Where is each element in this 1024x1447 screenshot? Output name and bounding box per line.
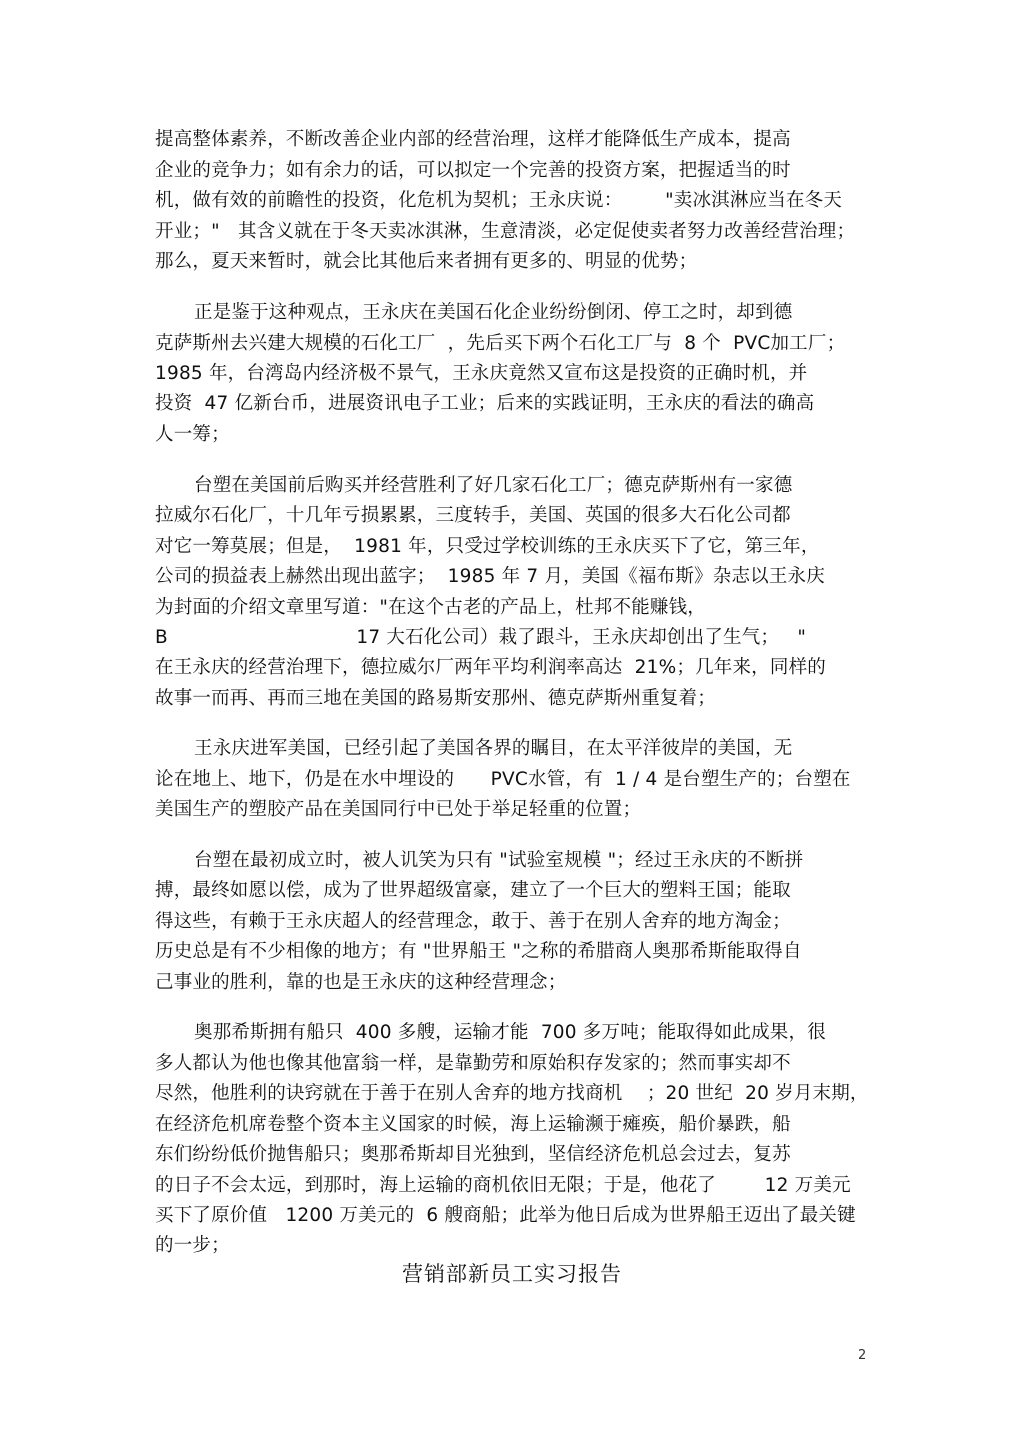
paragraph-line: 得这些，有赖于王永庆超人的经营理念，敢于、善于在别人舍弃的地方淘金；: [155, 911, 791, 932]
paragraph-line: 王永庆进军美国，已经引起了美国各界的瞩目，在太平洋彼岸的美国，无: [194, 738, 793, 759]
paragraph-line: 投资 47 亿新台币，进展资讯电子工业；后来的实践证明，王永庆的看法的确高: [155, 393, 815, 414]
paragraph-line: 对它一筹莫展；但是， 1981 年，只受过学校训练的王永庆买下了它，第三年，: [155, 536, 820, 557]
paragraph-line: 奥那希斯拥有船只 400 多艘，运输才能 700 多万吨；能取得如此成果，很: [194, 1022, 826, 1043]
paragraph-line: 历史总是有不少相像的地方；有 "世界船王 "之称的希腊商人奥那希斯能取得自: [155, 941, 802, 962]
paragraph-line: 己事业的胜利，靠的也是王永庆的这种经营理念；: [155, 972, 567, 993]
paragraph-line: 机，做有效的前瞻性的投资，化危机为契机；王永庆说： "卖冰淇淋应当在冬天: [155, 190, 843, 211]
paragraph-line: B 17 大石化公司）栽了跟斗，王永庆却创出了生气； ": [155, 627, 807, 648]
paragraph-line: 克萨斯州去兴建大规模的石化工厂 ，先后买下两个石化工厂与 8 个 PVC加工厂；: [155, 333, 846, 354]
paragraph-line: 拉威尔石化厂，十几年亏损累累，三度转手，美国、英国的很多大石化公司都: [155, 505, 791, 526]
paragraph-line: 台塑在美国前后购买并经营胜利了好几家石化工厂；德克萨斯州有一家德: [194, 475, 793, 496]
page-number: 2: [858, 1348, 867, 1363]
paragraph-line: 开业；" 其含义就在于冬天卖冰淇淋，生意清淡，必定促使卖者努力改善经营治理；: [155, 221, 856, 242]
paragraph-line: 尽然，他胜利的诀窍就在于善于在别人舍弃的地方找商机 ；20 世纪 20 岁月末期，: [155, 1083, 869, 1104]
paragraph-line: 1985 年，台湾岛内经济极不景气，王永庆竟然又宣布这是投资的正确时机，并: [155, 363, 808, 384]
paragraph-line: 故事一而再、再而三地在美国的路易斯安那州、德克萨斯州重复着；: [155, 688, 717, 709]
document-footer-title: 营销部新员工实习报告: [402, 1262, 622, 1286]
paragraph-line: 的日子不会太远，到那时，海上运输的商机依旧无限；于是，他花了 12 万美元: [155, 1175, 851, 1196]
paragraph-line: 美国生产的塑胶产品在美国同行中已处于举足轻重的位置；: [155, 799, 642, 820]
paragraph-line: 提高整体素养，不断改善企业内部的经营治理，这样才能降低生产成本，提高: [155, 129, 791, 150]
paragraph-line: 企业的竞争力；如有余力的话，可以拟定一个完善的投资方案，把握适当的时: [155, 160, 791, 181]
paragraph-line: 那么，夏天来暂时，就会比其他后来者拥有更多的、明显的优势；: [155, 251, 698, 272]
paragraph-line: 在王永庆的经营治理下，德拉威尔厂两年平均利润率高达 21%；几年来，同样的: [155, 657, 826, 678]
paragraph-line: 为封面的介绍文章里写道："在这个古老的产品上，杜邦不能赚钱，: [155, 597, 707, 618]
paragraph-line: 买下了原价值 1200 万美元的 6 艘商船；此举为他日后成为世界船王迈出了最关键: [155, 1205, 856, 1226]
paragraph-line: 的一步；: [155, 1235, 230, 1256]
paragraph-line: 公司的损益表上赫然出现出蓝字； 1985 年 7 月，美国《福布斯》杂志以王永庆: [155, 566, 825, 587]
paragraph-line: 人一筹；: [155, 424, 230, 445]
paragraph-line: 正是鉴于这种观点，王永庆在美国石化企业纷纷倒闭、停工之时，却到德: [194, 302, 793, 323]
paragraph-line: 论在地上、地下，仍是在水中埋设的 PVC水管，有 1 / 4 是台塑生产的；台塑在: [155, 769, 851, 790]
paragraph-line: 多人都认为他也像其他富翁一样，是靠勤劳和原始积存发家的；然而事实却不: [155, 1053, 791, 1074]
paragraph-line: 台塑在最初成立时，被人讥笑为只有 "试验室规模 "；经过王永庆的不断拼: [194, 850, 804, 871]
paragraph-line: 搏，最终如愿以偿，成为了世界超级富豪，建立了一个巨大的塑料王国；能取: [155, 880, 791, 901]
paragraph-line: 东们纷纷低价抛售船只；奥那希斯却目光独到，坚信经济危机总会过去，复苏: [155, 1144, 791, 1165]
paragraph-line: 在经济危机席卷整个资本主义国家的时候，海上运输濒于瘫痪，船价暴跌，船: [155, 1114, 791, 1135]
